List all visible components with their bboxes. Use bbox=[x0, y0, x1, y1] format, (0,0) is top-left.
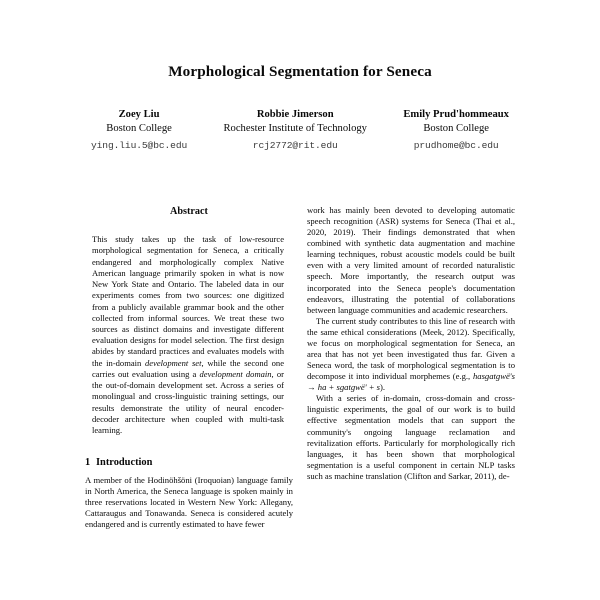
author-name: Zoey Liu bbox=[118, 109, 160, 120]
left-column bbox=[85, 205, 293, 530]
page-title: Morphological Segmentation for Seneca bbox=[168, 63, 432, 80]
author-block bbox=[72, 108, 528, 152]
section-heading-introduction bbox=[85, 456, 293, 469]
abstract-text-1: This study takes up the task of low-resource morphological segmentation for Seneca, a critically endangered and morphologically complex Native American language primarily spoken in what is now New York State and Ontario. The labeled data in our experiments comes from two sources: one digitized from a publicly available grammar book and the other collected from informal sources. We treat these two sources as distinct domains and investigate different evaluation designs for model selection. The first design abides by standard practices and evaluates models with the in-domain bbox=[92, 234, 284, 368]
section-number: 1 bbox=[85, 457, 91, 469]
right-paragraph-2-text-2: ). bbox=[380, 382, 386, 393]
author-entry bbox=[206, 108, 384, 152]
author-entry bbox=[384, 108, 528, 152]
intro-paragraph-1: A member of the Hodinöhšöni (Iroquoian) language family in North America, the Seneca language is spoken mainly in three reservations located in Western New York: Allegany, Cattaraugus and Tonawanda. Seneca is considered acutely endangered and is currently estimated to have fewer bbox=[85, 474, 293, 529]
abstract-italic-2: development domain bbox=[199, 368, 272, 379]
abstract-text-2: , while the second one carries out evaluation using a bbox=[92, 357, 284, 379]
morpheme-example: hasgatgwë's → ha + sgatgwë' + s bbox=[307, 371, 515, 393]
abstract-heading: Abstract bbox=[170, 206, 208, 217]
abstract-text-3: , or the out-of-domain development set. Across a series of monolingual and cross-linguistic training settings, our results demonstrate the utility of neural encoder-decoder architecture when coupled with multi-task learning. bbox=[92, 368, 284, 436]
author-name: Emily Prud'hommeaux bbox=[403, 109, 509, 120]
abstract-italic-1: development set bbox=[145, 357, 202, 368]
right-paragraph-2-text-1: The current study contributes to this line of research with the same ethical considerations (Meek, 2012). Specifically, we focus on morphological segmentation for Seneca, an area that has not yet been investigated thus far. Given a Seneca word, the task of morphological segmentation is to decompose it into individual morphemes (e.g., bbox=[307, 315, 515, 382]
author-affiliation: Boston College bbox=[106, 123, 172, 135]
abstract-body bbox=[92, 234, 284, 436]
author-email[interactable]: ying.liu.5@bc.edu bbox=[90, 139, 188, 151]
section-title: Introduction bbox=[96, 457, 153, 469]
right-column bbox=[307, 205, 515, 482]
author-email[interactable]: prudhome@bc.edu bbox=[413, 139, 499, 151]
right-paragraph-1: work has mainly been devoted to developing automatic speech recognition (ASR) systems for Seneca (Thai et al., 2020, 2019). Their findings demonstrated that when combined with synthetic data augmentation and machine learning techniques, robust acoustic models could be built even with a very limited amount of recorded naturalistic speech. More importantly, the research output was incorporated into the Seneca people's documentation endeavors, illustrating the potential of collaborations between language communities and academic researchers. bbox=[307, 205, 515, 315]
author-entry bbox=[72, 108, 206, 152]
author-name: Robbie Jimerson bbox=[256, 109, 334, 120]
author-affiliation: Boston College bbox=[423, 123, 489, 135]
right-paragraph-2 bbox=[307, 316, 515, 394]
right-paragraph-3: With a series of in-domain, cross-domain and cross-linguistic experiments, the goal of our work is to build effective segmentation models that can support the community's ongoing language reclamation and revitalization efforts. Particularly for morphologically rich languages, it has been shown that morphological segmentation is a useful component in certain NLP tasks such as machine translation (Clifton and Sarkar, 2011), de- bbox=[307, 393, 515, 481]
author-affiliation: Rochester Institute of Technology bbox=[223, 123, 367, 135]
author-email[interactable]: rcj2772@rit.edu bbox=[252, 139, 338, 151]
